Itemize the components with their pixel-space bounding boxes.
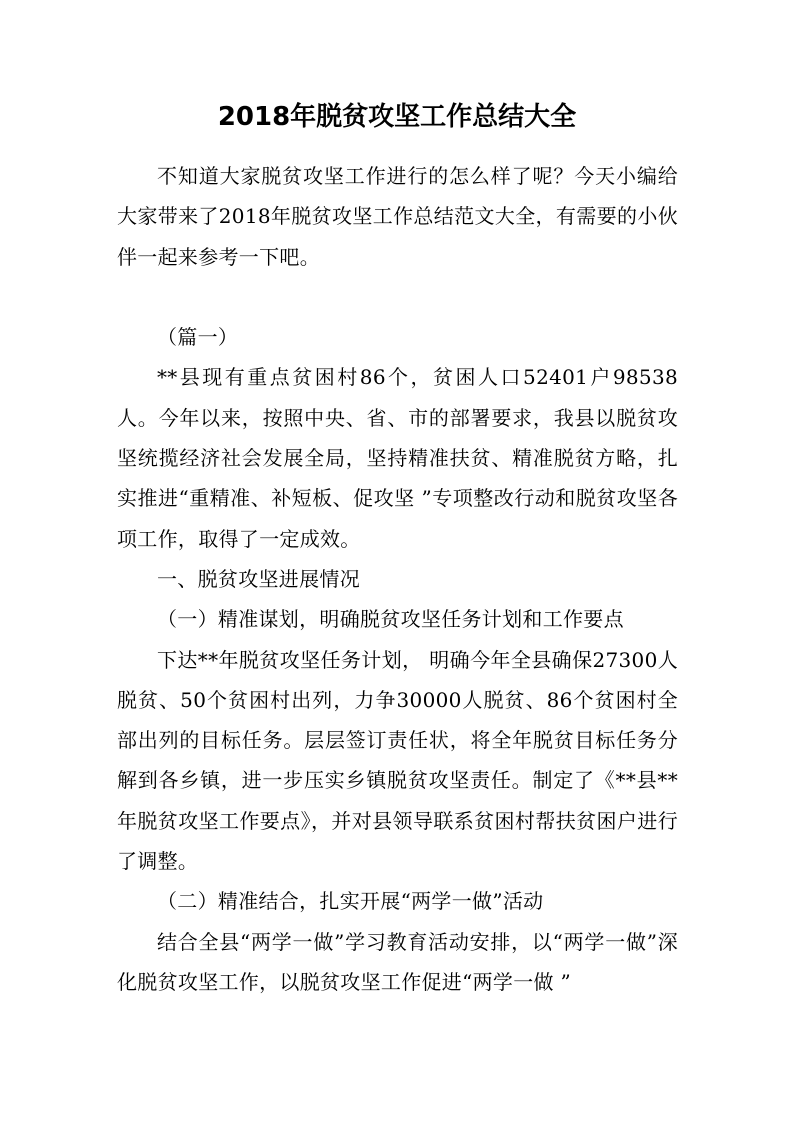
intro-paragraph: 不知道大家脱贫攻坚工作进行的怎么样了呢？今天小编给大家带来了2018年脱贫攻坚工作总结范文大全，有需要的小伙伴一起来参考一下吧。 — [117, 164, 678, 269]
subsection-heading: （二）精准结合，扎实开展“两学一做”活动 — [157, 889, 544, 914]
document-body — [117, 156, 678, 1002]
subsection-heading: （一）精准谋划，明确脱贫攻坚任务计划和工作要点 — [157, 607, 624, 632]
body-paragraph: 下达**年脱贫攻坚任务计划， 明确今年全县确保27300人脱贫、50个贫困村出列，力争30000人脱贫、86个贫困村全部出列的目标任务。层层签订责任状，将全年脱贫目标任务分解到各乡镇，进一步压实乡镇脱贫攻坚责任。制定了《**县**年脱贫攻坚工作要点》，并对县领导联系贫困村帮扶贫困户进行了调整。 — [117, 647, 678, 874]
section-label: （篇一） — [157, 325, 239, 350]
blank-line — [117, 277, 678, 317]
body-paragraph: **县现有重点贫困村86个，贫困人口52401户98538人。今年以来，按照中央、省、市的部署要求，我县以脱贫攻坚统揽经济社会发展全局，坚持精准扶贫、精准脱贫方略，扎实推进“重精准、补短板、促攻坚 ”专项整改行动和脱贫攻坚各项工作，取得了一定成效。 — [117, 365, 678, 551]
body-paragraph: 结合全县“两学一做”学习教育活动安排，以“两学一做”深化脱贫攻坚工作，以脱贫攻坚工作促进“两学一做 ” — [117, 929, 678, 994]
section-heading: 一、脱贫攻坚进展情况 — [157, 566, 360, 591]
document-title: 2018年脱贫攻坚工作总结大全 — [217, 102, 577, 132]
